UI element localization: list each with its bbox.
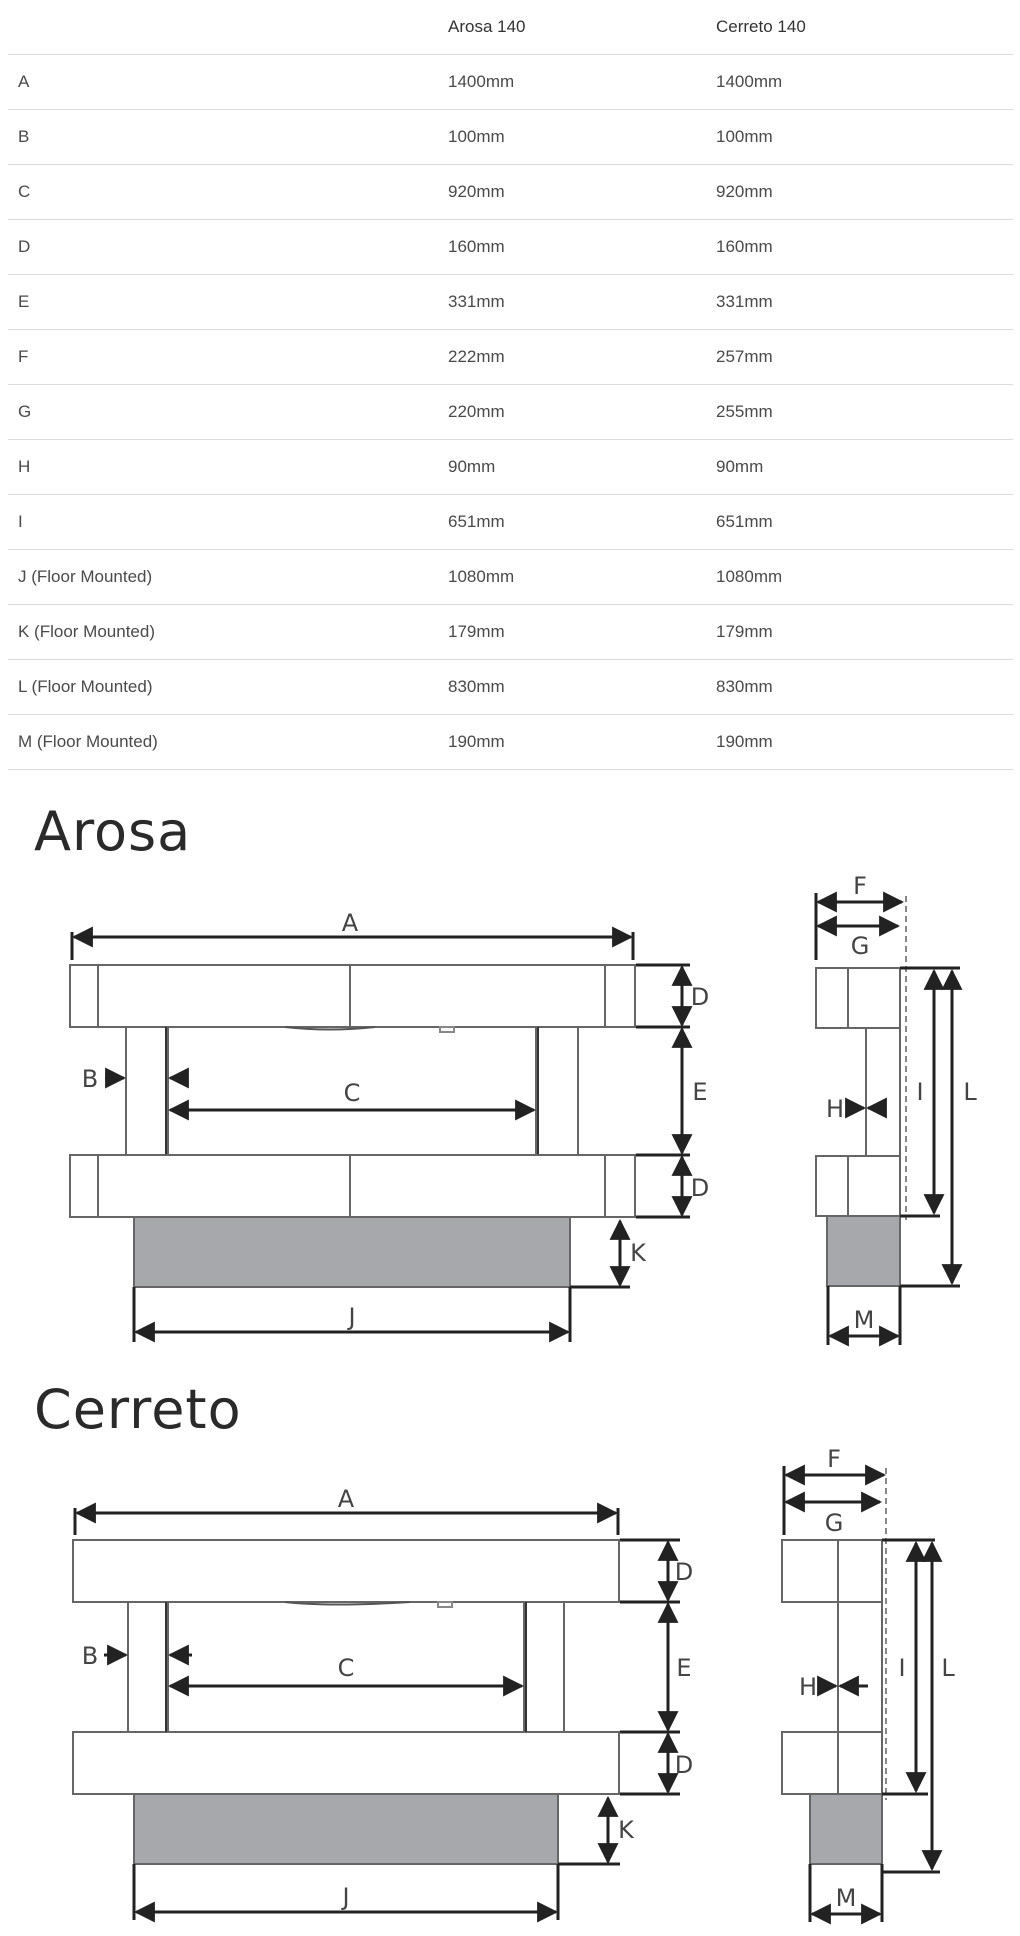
arosa-value: 90mm bbox=[448, 440, 716, 495]
dimension-label: D bbox=[8, 220, 448, 275]
table-row bbox=[8, 220, 1013, 275]
arosa-value: 160mm bbox=[448, 220, 716, 275]
cerreto-value: 179mm bbox=[716, 605, 1013, 660]
cerreto-value: 830mm bbox=[716, 660, 1013, 715]
arosa-drawing bbox=[0, 860, 1020, 1350]
cerreto-value: 257mm bbox=[716, 330, 1013, 385]
table-row bbox=[8, 165, 1013, 220]
label-M: M bbox=[835, 1884, 857, 1912]
label-B: B bbox=[81, 1065, 99, 1093]
cerreto-value: 255mm bbox=[716, 385, 1013, 440]
table-header-row bbox=[8, 0, 1013, 55]
dimension-label: G bbox=[8, 385, 448, 440]
table-row bbox=[8, 495, 1013, 550]
label-K: K bbox=[630, 1239, 646, 1267]
table-row bbox=[8, 275, 1013, 330]
cerreto-value: 100mm bbox=[716, 110, 1013, 165]
table-row bbox=[8, 55, 1013, 110]
label-C: C bbox=[343, 1079, 361, 1107]
arosa-value: 179mm bbox=[448, 605, 716, 660]
arosa-value: 1400mm bbox=[448, 55, 716, 110]
arosa-value: 331mm bbox=[448, 275, 716, 330]
dimension-label: J (Floor Mounted) bbox=[8, 550, 448, 605]
label-E: E bbox=[676, 1654, 692, 1682]
arosa-value: 830mm bbox=[448, 660, 716, 715]
dimension-label: M (Floor Mounted) bbox=[8, 715, 448, 770]
label-L: L bbox=[941, 1654, 955, 1682]
label-D: D bbox=[674, 1751, 694, 1779]
label-K: K bbox=[618, 1816, 634, 1844]
arosa-title: Arosa bbox=[34, 800, 192, 863]
label-G: G bbox=[850, 932, 870, 960]
cerreto-value: 90mm bbox=[716, 440, 1013, 495]
label-A: A bbox=[337, 1485, 355, 1513]
dimension-label: A bbox=[8, 55, 448, 110]
dimension-label: B bbox=[8, 110, 448, 165]
cerreto-title: Cerreto bbox=[34, 1378, 242, 1441]
label-G: G bbox=[824, 1509, 844, 1537]
label-I: I bbox=[916, 1078, 924, 1106]
dimension-label: E bbox=[8, 275, 448, 330]
cerreto-value: 331mm bbox=[716, 275, 1013, 330]
cerreto-value: 1080mm bbox=[716, 550, 1013, 605]
dimension-label: F bbox=[8, 330, 448, 385]
dimensions-table bbox=[8, 0, 1013, 770]
table-row bbox=[8, 605, 1013, 660]
label-J: J bbox=[348, 1303, 356, 1331]
label-I: I bbox=[898, 1654, 906, 1682]
arosa-value: 190mm bbox=[448, 715, 716, 770]
arosa-value: 651mm bbox=[448, 495, 716, 550]
table-row bbox=[8, 660, 1013, 715]
table-row bbox=[8, 440, 1013, 495]
arosa-value: 1080mm bbox=[448, 550, 716, 605]
dimension-label: K (Floor Mounted) bbox=[8, 605, 448, 660]
label-E: E bbox=[692, 1078, 708, 1106]
table-row bbox=[8, 550, 1013, 605]
dimension-label: H bbox=[8, 440, 448, 495]
cerreto-value: 651mm bbox=[716, 495, 1013, 550]
column-header-arosa: Arosa 140 bbox=[448, 0, 716, 55]
table-row bbox=[8, 715, 1013, 770]
label-H: H bbox=[825, 1095, 845, 1123]
label-C: C bbox=[337, 1654, 355, 1682]
table-row bbox=[8, 330, 1013, 385]
arosa-value: 222mm bbox=[448, 330, 716, 385]
dimension-label: C bbox=[8, 165, 448, 220]
label-D: D bbox=[690, 1174, 710, 1202]
label-B: B bbox=[81, 1642, 99, 1670]
table-row bbox=[8, 110, 1013, 165]
column-header-cerreto: Cerreto 140 bbox=[716, 0, 1013, 55]
label-L: L bbox=[963, 1078, 977, 1106]
cerreto-value: 190mm bbox=[716, 715, 1013, 770]
label-D: D bbox=[674, 1558, 694, 1586]
label-M: M bbox=[853, 1306, 875, 1334]
dimension-label: I bbox=[8, 495, 448, 550]
cerreto-value: 160mm bbox=[716, 220, 1013, 275]
table-row bbox=[8, 385, 1013, 440]
label-H: H bbox=[798, 1673, 818, 1701]
label-A: A bbox=[341, 909, 359, 937]
cerreto-drawing bbox=[0, 1440, 1020, 1930]
label-D: D bbox=[690, 983, 710, 1011]
arosa-value: 220mm bbox=[448, 385, 716, 440]
label-J: J bbox=[342, 1883, 350, 1911]
cerreto-value: 920mm bbox=[716, 165, 1013, 220]
arosa-value: 100mm bbox=[448, 110, 716, 165]
dimension-label: L (Floor Mounted) bbox=[8, 660, 448, 715]
label-F: F bbox=[853, 872, 867, 900]
label-F: F bbox=[827, 1445, 841, 1473]
arosa-value: 920mm bbox=[448, 165, 716, 220]
column-header bbox=[8, 0, 448, 55]
cerreto-value: 1400mm bbox=[716, 55, 1013, 110]
